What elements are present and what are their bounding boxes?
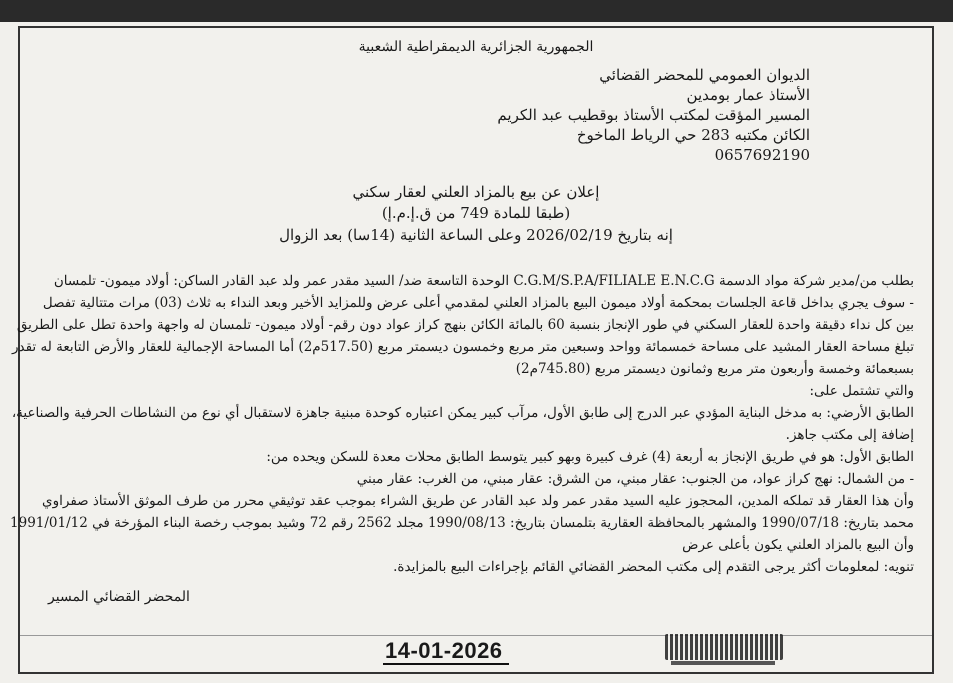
bailiff-name: الأستاذ عمار بومدين <box>686 86 810 104</box>
bailiff-role: المسير المؤقت لمكتب الأستاذ بوقطيب عبد الكريم <box>497 106 810 124</box>
body-line-6: والتي تشتمل على: <box>809 383 914 399</box>
body-line-10: - من الشمال: نهج كراز عواد، من الجنوب: عقار مبني، من الشرق: عقار مبني، من الغرب: عقار مبني <box>356 471 914 487</box>
body-line-13: وأن البيع بالمزاد العلني يكون بأعلى عرض <box>682 537 914 553</box>
footer-separator <box>20 635 932 636</box>
announcement-frame <box>10 26 934 674</box>
legal-article: (طبقا للمادة 749 من ق.إ.م.إ) <box>381 204 571 222</box>
body-line-7: الطابق الأرضي: به مدخل البناية المؤدي عبر الدرج إلى طابق الأول، مرآب كبير يمكن اعتباره كوحدة مبنية جاهزة لاستقبال أي نوع من النشاطات الحرفية والصناعية، <box>11 405 914 421</box>
office-phone: 0657692190 <box>714 146 810 164</box>
top-bar <box>0 0 953 22</box>
body-line-4: تبلغ مساحة العقار المشيد على مساحة خمسمائة وواحد وسبعين متر مربع وخمسون ديسمتر مربع (517.50م2) أما المساحة الإجمالية للعقار والأرض التابعة له تقدر <box>11 339 914 355</box>
signature-line: المحضر القضائي المسير <box>48 589 190 605</box>
logo-mark <box>665 634 783 660</box>
republic-heading: الجمهورية الجزائرية الديمقراطية الشعبية <box>358 39 594 55</box>
auction-date-line: إنه بتاريخ 2026/02/19 وعلى الساعة الثانية (14سا) بعد الزوال <box>279 226 673 244</box>
body-line-5: بسبعمائة وخمسة وأربعون متر مربع وثمانون ديسمتر مربع (745.80م2) <box>515 361 914 377</box>
body-line-2: - سوف يجري بداخل قاعة الجلسات بمحكمة أولاد ميمون البيع بالمزاد العلني لمقدمي أعلى عرض وللمزايد الأخير وبعد النداء به ثلاث (03) مرات متتالية تفصل <box>42 295 914 311</box>
body-line-12: محمد بتاريخ: 1990/07/18 والمشهر بالمحافظة العقارية بتلمسان بتاريخ: 1990/08/13 مجلد 2562 رقم 72 وشيد بموجب رخصة البناء المؤرخة في 1991/01/12 <box>10 515 914 531</box>
announcement-title: إعلان عن بيع بالمزاد العلني لعقار سكني <box>352 183 600 201</box>
newspaper-logo <box>665 628 785 668</box>
body-line-1: بطلب من/مدير شركة مواد الدسمة C.G.M/S.P.A/FILIALE E.N.C.G الوحدة التاسعة ضد/ السيد مقدر عمر ولد عبد القادر الساكن: أولاد ميمون- تلمسان <box>53 273 914 289</box>
body-line-14: تنويه: لمعلومات أكثر يرجى التقدم إلى مكتب المحضر القضائي القائم بإجراءات البيع بالمزايدة. <box>393 559 914 575</box>
body-line-9: الطابق الأول: هو في طريق الإنجاز به أربعة (4) غرف كبيرة وبهو كبير يتوسط الطابق محلات معدة للسكن ويحده من: <box>266 449 914 465</box>
body-line-11: وأن هذا العقار قد تملكه المدين، المحجوز عليه السيد مقدر عمر ولد عبد القادر عن طريق الشراء بموجب عقد توثيقي محرر من طرف الموثق الأستاذ صفراوي <box>42 493 914 509</box>
body-line-3: بين كل نداء دقيقة واحدة للعقار السكني في طور الإنجاز بنسبة 60 بالمائة الكائن بنهج كراز عواد دون رقم- أولاد ميمون- تلمسان له واجهة واحدة تطل على الطريق <box>16 317 914 333</box>
date-underline <box>383 663 509 665</box>
body-line-8: إضافة إلى مكتب جاهز. <box>785 427 914 443</box>
office-address: الكائن مكتبه 283 حي الرياط الماخوخ <box>576 126 810 144</box>
logo-subtitle <box>671 661 775 665</box>
publication-date: 14-01-2026 <box>385 638 503 663</box>
office-name: الديوان العمومي للمحضر القضائي <box>599 66 810 84</box>
